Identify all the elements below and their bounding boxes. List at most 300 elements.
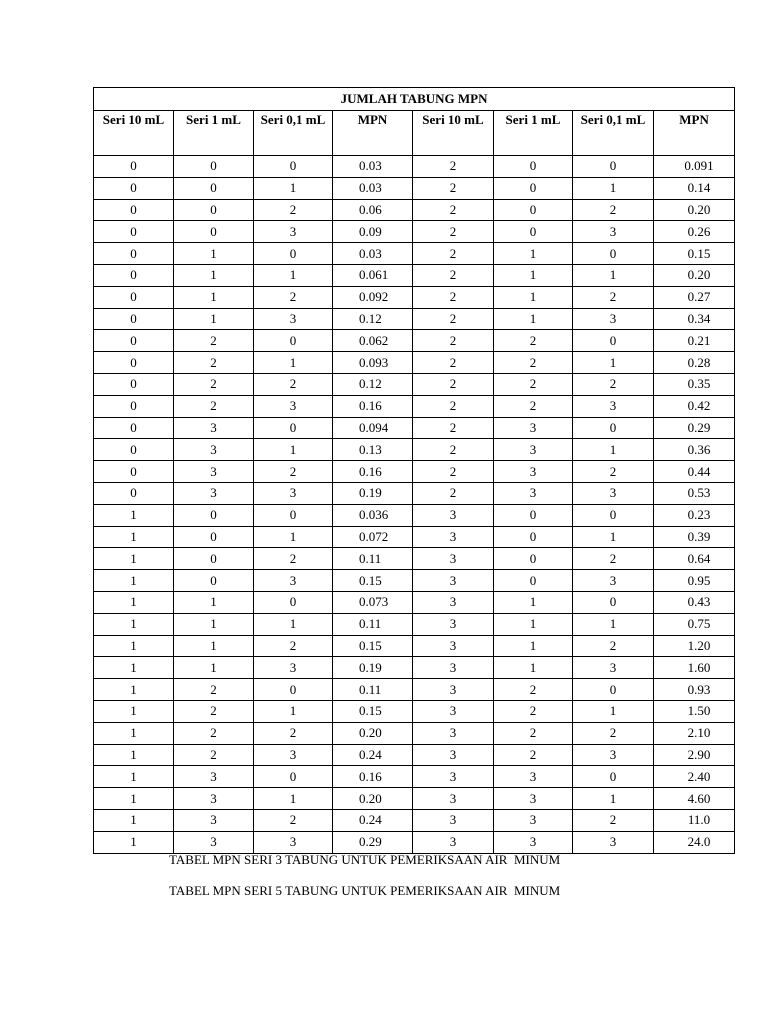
table-cell: 3	[413, 635, 494, 657]
table-cell: 3	[494, 831, 573, 853]
table-cell: 2	[413, 221, 494, 243]
table-cell: 2	[573, 286, 654, 308]
table-cell: 0	[94, 156, 174, 178]
table-cell: 1	[254, 613, 333, 635]
table-cell: 0.34	[654, 308, 735, 330]
table-cell: 0	[573, 766, 654, 788]
table-cell: 0.28	[654, 352, 735, 374]
header-seri-01ml: Seri 0,1 mL	[573, 111, 654, 156]
table-cell: 3	[573, 744, 654, 766]
table-cell: 0	[573, 330, 654, 352]
table-cell: 3	[413, 722, 494, 744]
table-cell: 1	[94, 679, 174, 701]
table-cell: 1	[94, 831, 174, 853]
table-cell: 3	[494, 417, 573, 439]
table-cell: 3	[413, 504, 494, 526]
table-cell: 0	[94, 177, 174, 199]
table-cell: 2.40	[654, 766, 735, 788]
table-cell: 0	[494, 504, 573, 526]
table-cell: 2	[174, 330, 254, 352]
table-cell: 2	[413, 417, 494, 439]
table-cell: 3	[494, 788, 573, 810]
table-cell: 1	[254, 700, 333, 722]
mpn-table	[93, 87, 735, 854]
table-cell: 2	[573, 722, 654, 744]
table-cell: 1	[254, 177, 333, 199]
table-cell: 3	[174, 809, 254, 831]
table-cell: 0	[254, 156, 333, 178]
table-cell: 0.15	[333, 635, 413, 657]
table-cell: 1	[573, 526, 654, 548]
table-cell: 24.0	[654, 831, 735, 853]
table-cell: 2	[494, 352, 573, 374]
table-cell: 0	[94, 199, 174, 221]
header-mpn: MPN	[333, 111, 413, 156]
table-cell: 0	[254, 417, 333, 439]
table-cell: 0	[573, 417, 654, 439]
table-cell: 2	[494, 373, 573, 395]
table-cell: 0.95	[654, 570, 735, 592]
table-cell: 0.26	[654, 221, 735, 243]
table-cell: 0.13	[333, 439, 413, 461]
table-cell: 3	[494, 439, 573, 461]
table-cell: 0.16	[333, 395, 413, 417]
table-cell: 1	[174, 243, 254, 265]
table-cell: 2	[174, 700, 254, 722]
table-cell: 2	[413, 177, 494, 199]
table-cell: 0.44	[654, 461, 735, 483]
table-cell: 0.21	[654, 330, 735, 352]
table-cell: 2	[573, 461, 654, 483]
table-cell: 0.16	[333, 766, 413, 788]
table-cell: 0	[494, 221, 573, 243]
table-cell: 2	[254, 722, 333, 744]
table-cell: 2	[494, 722, 573, 744]
table-row	[94, 526, 735, 548]
table-cell: 2.10	[654, 722, 735, 744]
table-cell: 0	[573, 243, 654, 265]
table-cell: 2	[413, 308, 494, 330]
table-cell: 0.072	[333, 526, 413, 548]
header-seri-1ml: Seri 1 mL	[174, 111, 254, 156]
table-cell: 1	[94, 548, 174, 570]
table-cell: 3	[254, 395, 333, 417]
table-cell: 0.061	[333, 264, 413, 286]
table-cell: 3	[174, 788, 254, 810]
table-cell: 0.24	[333, 809, 413, 831]
table-cell: 2	[494, 679, 573, 701]
table-cell: 3	[413, 700, 494, 722]
table-cell: 3	[573, 395, 654, 417]
table-cell: 2	[174, 744, 254, 766]
table-cell: 2	[494, 744, 573, 766]
table-cell: 1	[254, 264, 333, 286]
table-cell: 0.094	[333, 417, 413, 439]
table-row	[94, 788, 735, 810]
table-cell: 1	[573, 700, 654, 722]
header-row	[94, 111, 735, 156]
table-cell: 0.16	[333, 461, 413, 483]
table-cell: 0	[174, 199, 254, 221]
table-cell: 0.19	[333, 482, 413, 504]
table-row	[94, 482, 735, 504]
table-cell: 0	[254, 679, 333, 701]
table-cell: 0	[94, 417, 174, 439]
table-cell: 0	[174, 177, 254, 199]
table-cell: 0	[174, 548, 254, 570]
table-cell: 3	[413, 766, 494, 788]
table-cell: 1	[254, 526, 333, 548]
table-cell: 1	[174, 591, 254, 613]
table-cell: 0.53	[654, 482, 735, 504]
table-cell: 3	[413, 831, 494, 853]
table-row	[94, 613, 735, 635]
table-cell: 1	[94, 700, 174, 722]
table-cell: 0	[494, 199, 573, 221]
table-cell: 0.06	[333, 199, 413, 221]
table-cell: 3	[573, 482, 654, 504]
table-cell: 3	[174, 766, 254, 788]
table-cell: 1.60	[654, 657, 735, 679]
table-cell: 0.64	[654, 548, 735, 570]
table-cell: 2	[254, 373, 333, 395]
table-cell: 0	[94, 439, 174, 461]
table-cell: 2	[413, 373, 494, 395]
table-cell: 1	[94, 613, 174, 635]
table-cell: 0	[174, 504, 254, 526]
table-cell: 3	[573, 570, 654, 592]
table-cell: 0.12	[333, 373, 413, 395]
table-cell: 0.20	[333, 788, 413, 810]
table-cell: 2	[494, 330, 573, 352]
table-cell: 3	[174, 831, 254, 853]
table-cell: 1	[94, 657, 174, 679]
caption-seri-5: TABEL MPN SERI 5 TABUNG UNTUK PEMERIKSAAN AIR MINUM	[169, 883, 561, 898]
table-cell: 1	[494, 591, 573, 613]
header-seri-01ml: Seri 0,1 mL	[254, 111, 333, 156]
table-cell: 0	[94, 308, 174, 330]
table-cell: 0.11	[333, 679, 413, 701]
table-cell: 3	[254, 221, 333, 243]
table-cell: 2	[413, 199, 494, 221]
table-cell: 2	[413, 482, 494, 504]
table-cell: 0.19	[333, 657, 413, 679]
table-cell: 1	[573, 264, 654, 286]
table-cell: 0.062	[333, 330, 413, 352]
table-cell: 1	[94, 635, 174, 657]
table-cell: 2	[494, 395, 573, 417]
table-cell: 0	[494, 526, 573, 548]
table-cell: 1	[174, 657, 254, 679]
table-cell: 0.24	[333, 744, 413, 766]
table-cell: 0.09	[333, 221, 413, 243]
table-cell: 1	[174, 308, 254, 330]
table-cell: 1	[254, 439, 333, 461]
table-cell: 3	[494, 809, 573, 831]
table-cell: 0.42	[654, 395, 735, 417]
table-cell: 3	[494, 766, 573, 788]
table-cell: 0.29	[333, 831, 413, 853]
table-cell: 2	[413, 264, 494, 286]
table-cell: 2	[494, 700, 573, 722]
table-cell: 0	[94, 373, 174, 395]
table-cell: 0	[573, 591, 654, 613]
table-cell: 1.20	[654, 635, 735, 657]
table-cell: 1	[94, 504, 174, 526]
table-cell: 0.092	[333, 286, 413, 308]
table-cell: 2.90	[654, 744, 735, 766]
table-cell: 0.15	[333, 570, 413, 592]
table-cell: 1	[494, 243, 573, 265]
table-cell: 3	[254, 482, 333, 504]
table-cell: 2	[413, 352, 494, 374]
table-cell: 1	[494, 308, 573, 330]
table-cell: 1	[573, 613, 654, 635]
table-cell: 0.43	[654, 591, 735, 613]
table-cell: 2	[254, 635, 333, 657]
table-cell: 3	[494, 482, 573, 504]
table-cell: 0	[494, 177, 573, 199]
table-cell: 0.12	[333, 308, 413, 330]
table-row	[94, 264, 735, 286]
table-cell: 0	[94, 352, 174, 374]
table-cell: 2	[573, 548, 654, 570]
table-cell: 2	[174, 373, 254, 395]
table-row	[94, 461, 735, 483]
table-cell: 0.20	[654, 199, 735, 221]
header-seri-1ml: Seri 1 mL	[494, 111, 573, 156]
table-cell: 3	[174, 482, 254, 504]
table-cell: 3	[174, 417, 254, 439]
table-cell: 1	[573, 352, 654, 374]
table-cell: 1	[494, 286, 573, 308]
table-row	[94, 352, 735, 374]
table-cell: 1	[94, 766, 174, 788]
header-seri-10ml: Seri 10 mL	[94, 111, 174, 156]
table-cell: 2	[174, 679, 254, 701]
table-cell: 3	[254, 308, 333, 330]
table-row	[94, 679, 735, 701]
table-cell: 0	[174, 156, 254, 178]
table-cell: 1	[573, 788, 654, 810]
table-cell: 0	[254, 243, 333, 265]
table-cell: 3	[254, 831, 333, 853]
table-cell: 0	[94, 330, 174, 352]
table-cell: 0.27	[654, 286, 735, 308]
table-row	[94, 722, 735, 744]
table-cell: 0.23	[654, 504, 735, 526]
table-cell: 0.073	[333, 591, 413, 613]
table-row	[94, 657, 735, 679]
table-cell: 0	[94, 482, 174, 504]
table-cell: 2	[254, 548, 333, 570]
table-title: JUMLAH TABUNG MPN	[94, 88, 735, 111]
table-cell: 2	[413, 439, 494, 461]
table-cell: 3	[573, 831, 654, 853]
table-cell: 0.036	[333, 504, 413, 526]
table-cell: 0.15	[333, 700, 413, 722]
table-cell: 0.093	[333, 352, 413, 374]
table-cell: 3	[413, 526, 494, 548]
table-cell: 2	[413, 461, 494, 483]
table-cell: 2	[413, 243, 494, 265]
table-cell: 0	[94, 221, 174, 243]
table-cell: 0.75	[654, 613, 735, 635]
header-seri-10ml: Seri 10 mL	[413, 111, 494, 156]
table-row	[94, 243, 735, 265]
table-row	[94, 221, 735, 243]
table-cell: 1	[94, 722, 174, 744]
table-cell: 0	[254, 591, 333, 613]
table-cell: 0	[94, 243, 174, 265]
table-cell: 3	[573, 657, 654, 679]
table-row	[94, 635, 735, 657]
table-cell: 1	[174, 613, 254, 635]
table-cell: 3	[413, 613, 494, 635]
table-cell: 1	[494, 657, 573, 679]
table-cell: 3	[413, 570, 494, 592]
table-cell: 3	[174, 439, 254, 461]
table-cell: 0.93	[654, 679, 735, 701]
table-cell: 1	[174, 286, 254, 308]
caption-seri-3: TABEL MPN SERI 3 TABUNG UNTUK PEMERIKSAAN AIR MINUM	[169, 852, 561, 867]
table-row	[94, 744, 735, 766]
table-cell: 0	[573, 679, 654, 701]
table-cell: 0	[174, 221, 254, 243]
table-body	[94, 156, 735, 854]
table-cell: 3	[174, 461, 254, 483]
table-cell: 3	[573, 308, 654, 330]
table-cell: 0.03	[333, 177, 413, 199]
table-cell: 0	[174, 526, 254, 548]
table-cell: 2	[573, 373, 654, 395]
table-cell: 0.20	[654, 264, 735, 286]
table-cell: 0	[573, 156, 654, 178]
table-cell: 0	[94, 461, 174, 483]
table-cell: 0	[254, 504, 333, 526]
table-cell: 3	[254, 570, 333, 592]
table-cell: 0	[94, 395, 174, 417]
table-cell: 0.03	[333, 156, 413, 178]
table-row	[94, 809, 735, 831]
table-row	[94, 308, 735, 330]
table-cell: 2	[174, 352, 254, 374]
table-cell: 0.20	[333, 722, 413, 744]
table-row	[94, 766, 735, 788]
table-cell: 3	[254, 657, 333, 679]
table-cell: 0	[494, 548, 573, 570]
table-cell: 1	[94, 526, 174, 548]
table-cell: 2	[413, 286, 494, 308]
table-cell: 0	[174, 570, 254, 592]
table-row	[94, 199, 735, 221]
table-cell: 0.15	[654, 243, 735, 265]
table-row	[94, 548, 735, 570]
table-row	[94, 570, 735, 592]
table-row	[94, 373, 735, 395]
table-cell: 1	[494, 613, 573, 635]
table-cell: 2	[174, 722, 254, 744]
table-cell: 1	[494, 635, 573, 657]
header-mpn: MPN	[654, 111, 735, 156]
table-cell: 2	[254, 199, 333, 221]
table-cell: 2	[573, 809, 654, 831]
table-row	[94, 831, 735, 853]
table-cell: 0.36	[654, 439, 735, 461]
table-cell: 3	[413, 788, 494, 810]
table-cell: 2	[174, 395, 254, 417]
table-row	[94, 395, 735, 417]
table-cell: 0.35	[654, 373, 735, 395]
table-row	[94, 591, 735, 613]
table-row	[94, 700, 735, 722]
table-cell: 2	[413, 330, 494, 352]
table-cell: 1	[573, 439, 654, 461]
table-cell: 0	[494, 570, 573, 592]
table-cell: 1	[254, 788, 333, 810]
table-cell: 1	[254, 352, 333, 374]
table-cell: 0.29	[654, 417, 735, 439]
table-cell: 2	[413, 395, 494, 417]
table-cell: 0.14	[654, 177, 735, 199]
table-cell: 1.50	[654, 700, 735, 722]
table-cell: 1	[573, 177, 654, 199]
table-cell: 1	[494, 264, 573, 286]
table-cell: 1	[94, 788, 174, 810]
table-cell: 3	[413, 591, 494, 613]
table-cell: 2	[254, 461, 333, 483]
table-row	[94, 439, 735, 461]
table-cell: 2	[573, 635, 654, 657]
table-cell: 3	[413, 679, 494, 701]
table-cell: 1	[94, 570, 174, 592]
table-cell: 1	[174, 635, 254, 657]
table-cell: 1	[94, 809, 174, 831]
table-cell: 0	[94, 286, 174, 308]
table-row	[94, 330, 735, 352]
table-cell: 0	[254, 766, 333, 788]
table-cell: 3	[413, 809, 494, 831]
table-cell: 0.11	[333, 613, 413, 635]
table-row	[94, 504, 735, 526]
table-cell: 3	[494, 461, 573, 483]
table-cell: 3	[413, 548, 494, 570]
table-cell: 3	[413, 657, 494, 679]
table-cell: 3	[573, 221, 654, 243]
table-cell: 0	[94, 264, 174, 286]
table-cell: 3	[254, 744, 333, 766]
table-row	[94, 156, 735, 178]
table-cell: 0	[254, 330, 333, 352]
table-cell: 11.0	[654, 809, 735, 831]
table-cell: 2	[573, 199, 654, 221]
table-cell: 0	[494, 156, 573, 178]
table-cell: 4.60	[654, 788, 735, 810]
table-cell: 0.11	[333, 548, 413, 570]
table-cell: 1	[174, 264, 254, 286]
table-row	[94, 286, 735, 308]
table-cell: 0	[573, 504, 654, 526]
table-cell: 3	[413, 744, 494, 766]
table-cell: 1	[94, 591, 174, 613]
table-cell: 0.091	[654, 156, 735, 178]
table-cell: 0.39	[654, 526, 735, 548]
table-cell: 2	[254, 286, 333, 308]
table-cell: 1	[94, 744, 174, 766]
table-cell: 2	[413, 156, 494, 178]
table-cell: 0.03	[333, 243, 413, 265]
table-cell: 2	[254, 809, 333, 831]
